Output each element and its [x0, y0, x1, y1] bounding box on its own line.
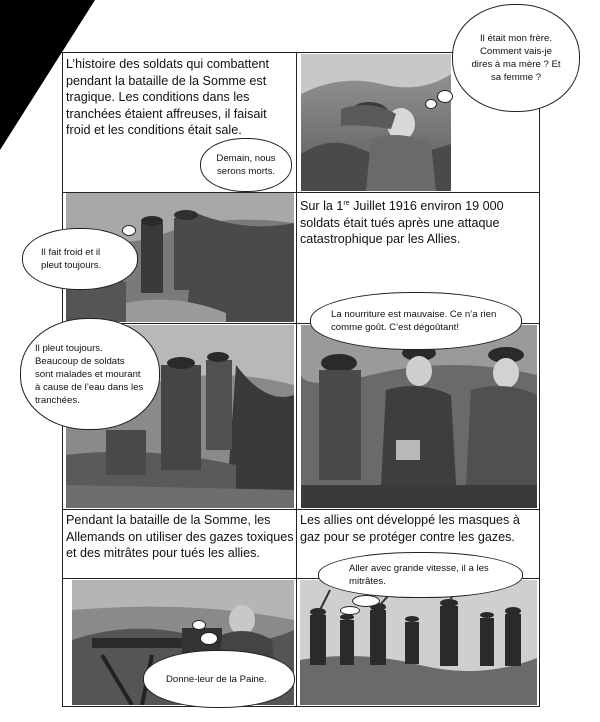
grid-line-v-mid [296, 52, 297, 707]
date-rest: Juillet 1916 environ 19 000 soldats était tués après une attaque catastrophique par les Allies. [300, 199, 504, 247]
masks-text: Les allies ont développé les masques à gaz pour se protéger contre les gazes. [300, 513, 520, 544]
bubble-paine: Donne-leur de la Paine. [143, 650, 295, 708]
wounded-soldier-photo [301, 54, 451, 191]
bubble-tail-dot [352, 595, 380, 607]
date-text [300, 196, 538, 248]
bubble-tail-dot [340, 606, 360, 615]
advancing-soldiers-photo [300, 580, 537, 705]
bubble-tail-dot [200, 632, 218, 645]
bubble-dead: Demain, nous serons morts. [200, 138, 292, 192]
grid-line-h-4 [62, 509, 540, 510]
bubble-tail-dot [122, 225, 136, 236]
bubble-speed: Aller avec grande vitesse, il a les mitrâtes. [318, 552, 523, 598]
bubble-tail-dot [192, 620, 206, 630]
intro-text: L’histoire des soldats qui combattent pendant la bataille de la Somme est tragique. Les conditions dans les tranchées étaient affreuses, il faisait froid et les conditions était sale. [66, 57, 270, 137]
bubble-brother: Il était mon frère. Comment vais-je dires à ma mère ? Et sa femme ? [452, 4, 580, 112]
grid-line-v-right [539, 52, 540, 707]
bubble-cold: Il fait froid et il pleut toujours. [22, 228, 138, 290]
date-prefix: Sur la 1 [300, 199, 344, 214]
bubble-rain: Il pleut toujours. Beaucoup de soldats sont malades et mourant à cause de l’eau dans les tranchées. [20, 318, 160, 430]
bubble-tail-dot [425, 99, 437, 109]
grid-line-h-6 [62, 706, 540, 707]
eating-soldiers-photo [301, 325, 537, 508]
gas-text: Pendant la bataille de la Somme, les Allemands on utiliser des gazes toxiques et des mitrâtes pour tués les allies. [66, 513, 294, 560]
date-superscript: re [343, 200, 350, 207]
bubble-food: La nourriture est mauvaise. Ce n’a rien comme goût. C’est dégoûtant! [310, 292, 522, 350]
bubble-tail-dot [437, 90, 453, 103]
